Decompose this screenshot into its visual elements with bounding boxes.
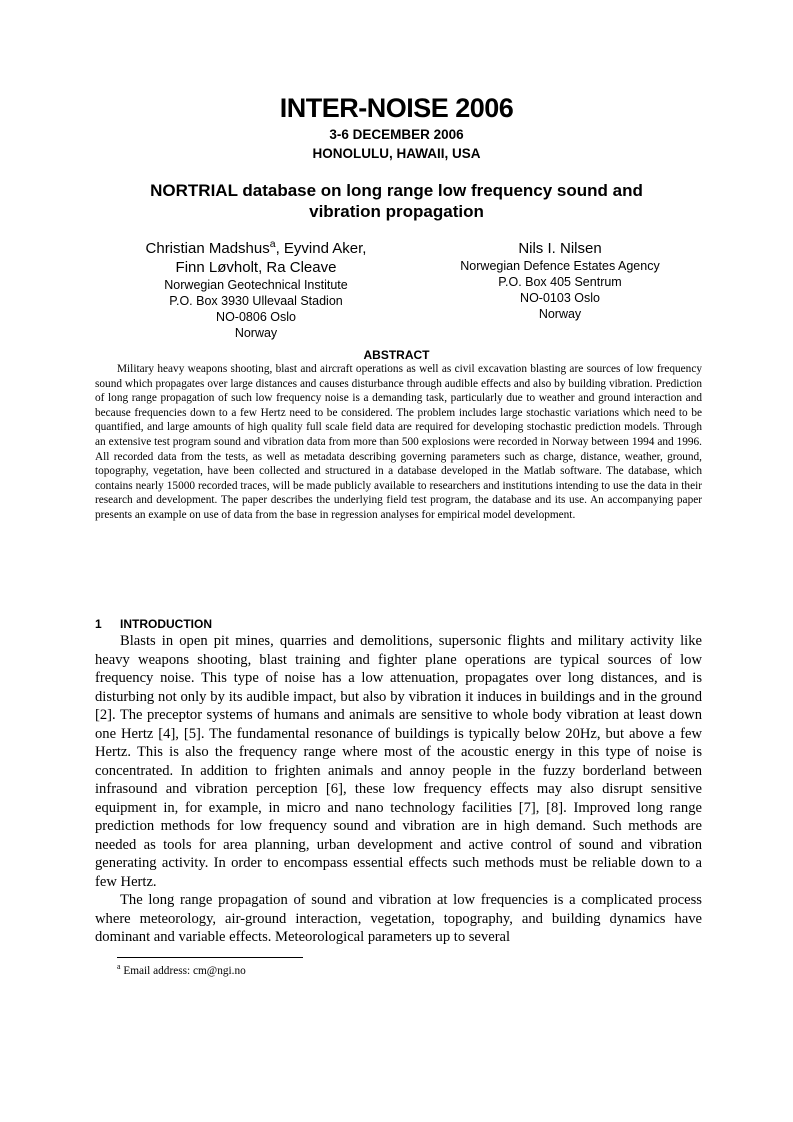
affiliation-line: NO-0806 Oslo xyxy=(216,310,296,324)
affiliation-line: Norway xyxy=(538,307,582,321)
authors-left xyxy=(112,239,400,341)
affiliation-line: Norway xyxy=(234,326,278,340)
footnote-marker: a xyxy=(269,238,276,250)
paragraph: Blasts in open pit mines, quarries and demolitions, supersonic flights and military activity like heavy weapons shooting, blast training and fighter plane operations are typical sources of low frequency noise. This type of noise has a low attenuation, propagates over long distances, and is disturbing not only by its audible impact, but also by vibration it induces in buildings and in the ground [2]. The preceptor systems of humans and animals are sensitive to whole body vibration at least down one Hertz [4], [5]. The fundamental resonance of buildings is typically below 20Hz, but above a few Hertz. This is also the frequency range where most of the acoustic energy in this type of noise is concentrated. In addition to frighten animals and annoy people in the fuzzy borderland between infrasound and vibration perception [6], these low frequency effects may also disrupt sensitive equipment in, for example, in micro and nano technology facilities [7], [8]. Improved long range prediction methods for low frequency sound and vibration are in high demand. Such methods are needed as tools for area planning, urban development and active control of sound and vibration generating activity. In order to encompass essential effects such methods must be reliable down to a few Hertz. xyxy=(95,633,702,890)
conference-dates: 3-6 DECEMBER 2006 xyxy=(329,127,464,142)
section-title: INTRODUCTION xyxy=(120,617,212,631)
affiliation-line: P.O. Box 3930 Ullevaal Stadion xyxy=(169,294,343,308)
paper-title: NORTRIAL database on long range low frequency sound and vibration propagation xyxy=(150,181,643,221)
abstract-heading: ABSTRACT xyxy=(363,348,430,362)
affiliation-line: NO-0103 Oslo xyxy=(520,291,600,305)
author-line-2: Finn Løvholt, Ra Cleave xyxy=(175,259,337,276)
abstract-text: Military heavy weapons shooting, blast and aircraft operations as well as civil excavation blasting are sources of low frequency sound which propagates over large distances and causes disturbance through audible effects and also by building vibration. Prediction of long range propagation of such low frequency noise is a demanding task, particularly due to weather and ground interaction and because frequencies down to a few Hertz need to be considered. The problem includes large stochastic variations which need to be quantified, and large amounts of high quality full scale field data are required for developing stochastic prediction models. Through an extensive test program sound and vibration data from more than 500 explosions were recorded in Norway between 1994 and 1996. All recorded data from the tests, as well as metadata describing governing parameters such as charge, distance, weather, ground, topography, vegetation, have been collected and structured in a database developed in the Matlab software. The database, which contains nearly 15000 recorded traces, will be made publicly available to researchers and institutions intending to use the data in their research and development. The paper describes the underlying field test program, the database and its use. An accompanying paper presents an example on use of data from the base in regression analyses for empirical model development. xyxy=(95,363,702,521)
authors-right xyxy=(430,239,690,322)
footnote-mark: a xyxy=(117,962,121,972)
affiliation-line: Norwegian Defence Estates Agency xyxy=(460,259,660,273)
author-line-1 xyxy=(112,239,400,258)
section-heading xyxy=(95,617,212,631)
conference-location: HONOLULU, HAWAII, USA xyxy=(312,146,481,161)
conference-title: INTER-NOISE 2006 xyxy=(279,93,514,123)
affiliation-line: P.O. Box 405 Sentrum xyxy=(498,275,622,289)
section-body xyxy=(95,632,702,947)
author-name: Christian Madshus xyxy=(145,240,270,257)
affiliation-line: Norwegian Geotechnical Institute xyxy=(164,278,348,292)
author-names-rest: , Eyvind Aker, xyxy=(275,240,367,257)
footnote xyxy=(117,962,246,977)
section-number: 1 xyxy=(95,617,102,631)
author-name: Nils I. Nilsen xyxy=(518,240,602,257)
footnote-divider xyxy=(117,957,303,958)
paragraph: The long range propagation of sound and vibration at low frequencies is a complicated process where meteorology, air-ground interaction, vegetation, topography, and building dynamics have dominant and variable effects. Meteorological parameters up to several xyxy=(95,892,702,945)
footnote-text: Email address: cm@ngi.no xyxy=(120,965,246,977)
